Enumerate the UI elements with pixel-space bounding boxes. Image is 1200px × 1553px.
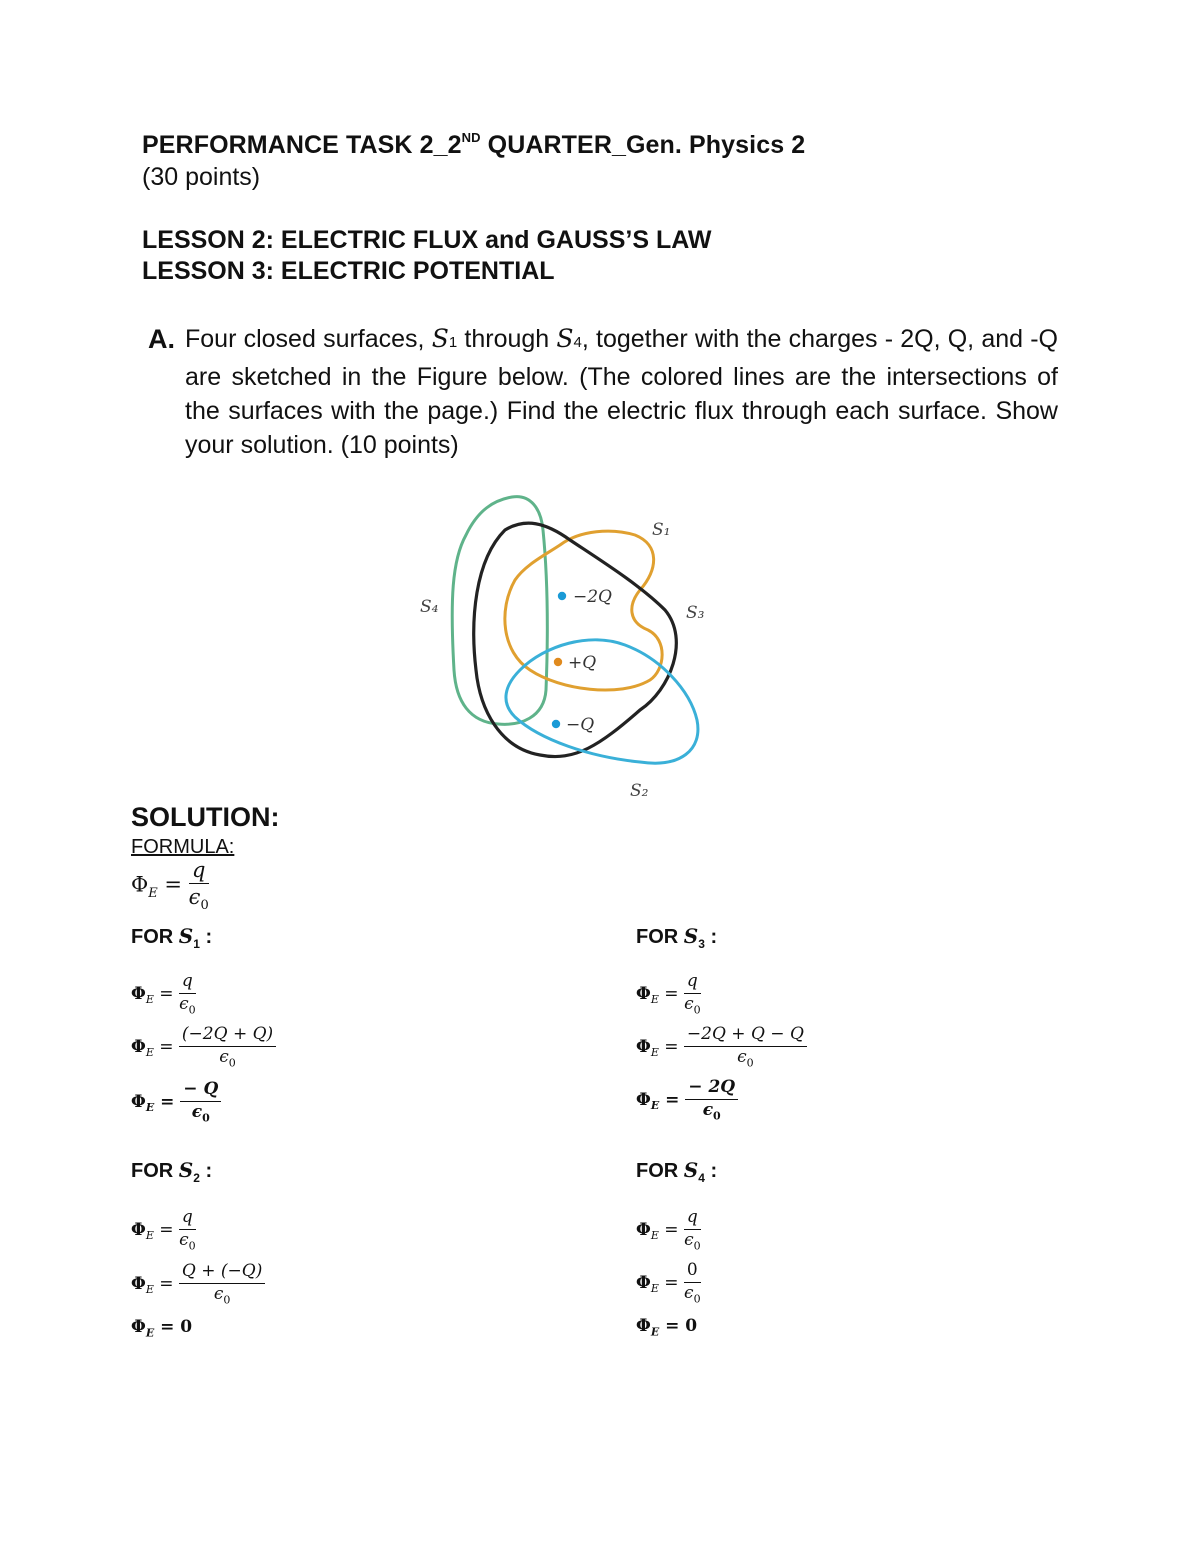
charge-plus-q-label: +Q [568, 653, 597, 673]
fraction [684, 972, 701, 1017]
s1-step-1 [131, 972, 196, 1017]
formula-fraction [189, 858, 209, 914]
s2-step-1 [131, 1208, 196, 1253]
surface-symbol: S [683, 1158, 699, 1182]
equals-sign: = [659, 1316, 686, 1336]
phi-symbol: Φ [636, 1316, 651, 1336]
lesson-3-heading: LESSON 3: ELECTRIC POTENTIAL [142, 257, 555, 285]
lesson-2-heading: LESSON 2: ELECTRIC FLUX and GAUSS’S LAW [142, 226, 712, 254]
equals-sign: = [658, 1219, 684, 1240]
fraction [179, 1262, 265, 1307]
epsilon-subscript: 0 [693, 1002, 701, 1016]
s4-step-1 [636, 1208, 701, 1253]
solution-heading: SOLUTION: [131, 802, 280, 832]
s2-heading [131, 1158, 212, 1185]
equals-sign: = [659, 1089, 686, 1110]
surface-subscript: 2 [193, 1171, 200, 1185]
charge-minus-2q-dot [558, 592, 566, 600]
charge-minus-q-dot [552, 720, 560, 728]
colon: : [704, 926, 718, 948]
main-formula [131, 858, 209, 914]
surface-symbol: S [556, 324, 574, 353]
epsilon-subscript: 0 [188, 1002, 196, 1016]
epsilon-symbol: ϵ [213, 1283, 224, 1304]
colon: : [704, 1160, 718, 1182]
question-text-part: Four closed surfaces, [185, 325, 432, 353]
s3-heading [636, 924, 717, 951]
s4-step-2 [636, 1261, 701, 1306]
s3-step-2 [636, 1025, 807, 1070]
question-text-part: through [457, 325, 557, 353]
numerator: q [179, 1208, 196, 1230]
phi-symbol: Φ [131, 1273, 146, 1294]
formula-label: FORMULA: [131, 836, 235, 858]
charge-minus-2q-label: −2Q [573, 587, 612, 607]
equals-sign: = [658, 983, 684, 1004]
title-superscript: ND [461, 130, 481, 145]
epsilon-symbol: ϵ [219, 1046, 229, 1067]
numerator: − 2Q [685, 1078, 738, 1100]
phi-subscript: E [145, 1229, 154, 1243]
surface-subscript: 1 [193, 937, 200, 951]
points-label: (30 points) [142, 163, 261, 191]
numerator: − Q [180, 1080, 221, 1102]
phi-symbol: Φ [131, 1317, 146, 1337]
fraction [684, 1208, 701, 1253]
s4-label: S₄ [420, 597, 439, 617]
numerator: (−2Q + Q) [179, 1025, 276, 1047]
surface-s4-curve [452, 497, 547, 725]
phi-subscript: E [145, 1326, 155, 1340]
epsilon-subscript: 0 [713, 1108, 721, 1122]
epsilon-symbol: ϵ [684, 1282, 694, 1303]
epsilon-subscript: 0 [188, 1238, 196, 1252]
epsilon-symbol: ϵ [179, 1229, 189, 1250]
phi-symbol: Φ [131, 983, 146, 1004]
s2-result [131, 1317, 192, 1339]
fraction [180, 1080, 221, 1125]
s1-heading [131, 924, 212, 951]
epsilon-symbol: ϵ [684, 1229, 694, 1250]
phi-symbol: Φ [636, 1089, 651, 1110]
phi-symbol: Φ [131, 1036, 146, 1057]
phi-subscript: E [145, 1046, 154, 1060]
numerator: q [179, 972, 196, 994]
phi-subscript: E [650, 1325, 660, 1339]
s1-result [131, 1080, 221, 1125]
phi-symbol: Φ [636, 1036, 651, 1057]
charge-minus-q-label: −Q [566, 715, 595, 735]
page-title [142, 130, 805, 160]
title-text: PERFORMANCE TASK 2_2 [142, 131, 462, 159]
for-label: FOR [636, 926, 684, 948]
phi-symbol: Φ [131, 1091, 146, 1112]
phi-subscript: E [145, 1283, 154, 1297]
phi-subscript: E [650, 993, 659, 1007]
epsilon-subscript: 0 [746, 1055, 754, 1069]
s1-step-2 [131, 1025, 276, 1070]
s2-step-2 [131, 1262, 265, 1307]
numerator: Q + (−Q) [179, 1262, 265, 1284]
question-text-part: , together with the charges - 2Q, Q, and -Q are sketched in the Figure below. (The colored lines are the intersections of the surfaces with the page.) Find the electric flux through each surface. Show your solution. (10 points) [185, 325, 1059, 459]
equals-sign: = [658, 1036, 684, 1057]
equals-sign: = [153, 1036, 179, 1057]
phi-subscript: E [148, 885, 158, 901]
s3-result [636, 1078, 738, 1123]
surface-subscript: 4 [573, 334, 582, 351]
equals-sign: = [157, 872, 189, 897]
charge-plus-q-dot [554, 658, 562, 666]
epsilon-subscript: 0 [228, 1055, 236, 1069]
phi-subscript: E [145, 1101, 155, 1115]
surface-symbol: S [178, 1158, 194, 1182]
phi-subscript: E [650, 1099, 660, 1113]
phi-subscript: E [650, 1046, 659, 1060]
gauss-surfaces-figure [400, 485, 730, 815]
epsilon-symbol: ϵ [179, 993, 189, 1014]
fraction [179, 972, 196, 1017]
epsilon-symbol: ϵ [702, 1099, 714, 1120]
phi-symbol: Φ [636, 1272, 651, 1293]
equals-sign: = [153, 983, 179, 1004]
phi-subscript: E [145, 993, 154, 1007]
question-text [185, 322, 1058, 462]
epsilon-subscript: 0 [223, 1292, 231, 1306]
phi-symbol: Φ [131, 1219, 146, 1240]
epsilon-symbol: ϵ [737, 1046, 747, 1067]
surface-subscript: 1 [448, 334, 458, 351]
s3-label: S₃ [686, 603, 705, 623]
fraction [685, 1078, 738, 1123]
s4-result [636, 1316, 697, 1338]
numerator: q [189, 858, 209, 884]
phi-subscript: E [650, 1282, 659, 1296]
numerator: −2Q + Q − Q [684, 1025, 807, 1047]
fraction [684, 1261, 701, 1306]
epsilon-symbol: ϵ [188, 885, 201, 910]
colon: : [199, 926, 213, 948]
equals-sign: = [153, 1273, 179, 1294]
surface-subscript: 4 [698, 1171, 705, 1185]
phi-symbol: Φ [636, 1219, 651, 1240]
for-label: FOR [131, 1160, 179, 1182]
surface-subscript: 3 [698, 937, 705, 951]
s1-label: S₁ [652, 520, 671, 540]
equals-sign: = [154, 1317, 181, 1337]
result-value: 0 [685, 1316, 698, 1336]
surface-s2-curve [506, 640, 698, 763]
fraction [179, 1208, 196, 1253]
fraction [179, 1025, 276, 1070]
surface-symbol: S [431, 324, 449, 353]
surface-symbol: S [683, 924, 699, 948]
for-label: FOR [131, 926, 179, 948]
phi-symbol: Φ [636, 983, 651, 1004]
numerator: 0 [684, 1261, 701, 1283]
title-text-suffix: QUARTER_Gen. Physics 2 [480, 131, 806, 159]
epsilon-subscript: 0 [693, 1238, 701, 1252]
s3-step-1 [636, 972, 701, 1017]
epsilon-subscript: 0 [693, 1291, 701, 1305]
question-letter: A. [148, 324, 175, 354]
numerator: q [684, 972, 701, 994]
equals-sign: = [658, 1272, 684, 1293]
phi-subscript: E [650, 1229, 659, 1243]
equals-sign: = [153, 1219, 179, 1240]
phi-symbol: Φ [131, 872, 149, 897]
colon: : [199, 1160, 213, 1182]
epsilon-symbol: ϵ [684, 993, 694, 1014]
epsilon-subscript: 0 [200, 898, 209, 914]
s4-heading [636, 1158, 717, 1185]
surface-symbol: S [178, 924, 194, 948]
result-value: 0 [180, 1317, 193, 1337]
for-label: FOR [636, 1160, 684, 1182]
equals-sign: = [154, 1091, 181, 1112]
s2-label: S₂ [630, 781, 649, 801]
numerator: q [684, 1208, 701, 1230]
epsilon-subscript: 0 [202, 1110, 210, 1124]
fraction [684, 1025, 807, 1070]
epsilon-symbol: ϵ [191, 1101, 203, 1122]
